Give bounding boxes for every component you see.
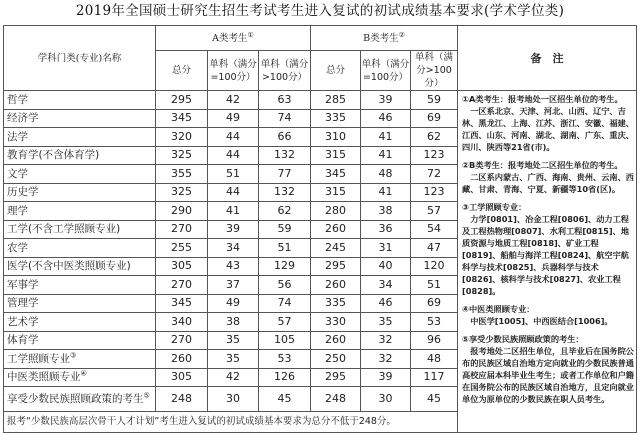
score-b-0: 285 (311, 91, 361, 110)
score-a-0: 290 (156, 202, 208, 221)
score-b-0: 260 (311, 331, 361, 350)
score-b-2: 53 (411, 313, 458, 332)
score-b-0: 248 (311, 387, 361, 412)
subject-name (4, 165, 156, 184)
header-b-single-100: 单科（满分=100分） (361, 51, 411, 91)
score-b-1: 46 (361, 294, 411, 313)
score-b-2: 123 (411, 183, 458, 202)
score-a-0: 325 (156, 146, 208, 165)
score-a-0: 355 (156, 165, 208, 184)
score-a-0: 340 (156, 313, 208, 332)
score-a-2: 62 (259, 202, 311, 221)
subject-label: 工学(不含工学照顾专业) (7, 223, 121, 236)
score-a-1: 43 (208, 257, 259, 276)
score-a-2: 45 (259, 387, 311, 412)
score-b-2: 123 (411, 146, 458, 165)
subject-name (4, 109, 156, 128)
score-a-2: 132 (259, 146, 311, 165)
score-b-0: 335 (311, 109, 361, 128)
score-a-0: 345 (156, 109, 208, 128)
score-b-1: 48 (361, 165, 411, 184)
score-a-0: 325 (156, 183, 208, 202)
note-head: ③工学照顾专业： (462, 202, 527, 212)
note-body: 一区系北京、天津、河北、山西、辽宁、吉林、黑龙江、上海、江苏、浙江、安徽、福建、江西、山东、河南、湖北、湖南、广东、重庆、四川、陕西等21省(市)。 (462, 106, 634, 152)
score-a-1: 34 (208, 239, 259, 258)
score-b-0: 280 (311, 202, 361, 221)
subject-name (4, 387, 156, 412)
score-a-0: 270 (156, 331, 208, 350)
subject-label: 军事学 (7, 278, 39, 291)
header-a-total: 总分 (156, 51, 208, 91)
score-b-1: 39 (361, 368, 411, 387)
group-b-mark: ② (398, 30, 405, 39)
score-b-2: 117 (411, 368, 458, 387)
score-b-2: 62 (411, 128, 458, 147)
score-a-2: 59 (259, 220, 311, 239)
score-a-2: 51 (259, 239, 311, 258)
note-body: 二区系内蒙古、广西、海南、贵州、云南、西藏、甘肃、青海、宁夏、新疆等10省(区)。 (462, 172, 634, 194)
score-table (3, 25, 637, 433)
note-item (462, 333, 634, 405)
subject-name (4, 257, 156, 276)
header-a-single-gt100: 单科（满分>100分） (259, 51, 311, 91)
header-name-label: 学科门类(专业)名称 (37, 52, 122, 64)
subject-label: 艺术学 (7, 315, 39, 328)
score-b-1: 32 (361, 331, 411, 350)
note-head: ①A类考生：报考地处一区招生单位的考生。 (462, 94, 623, 104)
score-a-0: 248 (156, 387, 208, 412)
page-title: 2019年全国硕士研究生招生考试考生进入复试的初试成绩基本要求(学术学位类) (75, 3, 565, 19)
header-b-total: 总分 (311, 51, 361, 91)
score-b-0: 330 (311, 313, 361, 332)
score-a-1: 49 (208, 294, 259, 313)
note-item (462, 93, 634, 153)
score-a-1: 44 (208, 128, 259, 147)
score-a-2: 66 (259, 128, 311, 147)
score-b-1: 31 (361, 239, 411, 258)
header-group-a (156, 26, 311, 51)
subject-label: 法学 (7, 130, 28, 143)
score-a-2: 126 (259, 368, 311, 387)
score-a-1: 44 (208, 183, 259, 202)
score-a-1: 42 (208, 91, 259, 110)
score-b-0: 295 (311, 368, 361, 387)
subject-label: 哲学 (7, 93, 28, 106)
subject-name (4, 146, 156, 165)
group-a-mark: ① (247, 30, 254, 39)
note-body: 报考地处二区招生单位，且毕业后在国务院公布的民族区域自治地方定向就业的少数民族普通高校应届本科毕业生考生；或者工作单位和户籍在国务院公布的民族区域自治地方，且定向就业单位为原单位的少数民族在职人员考生。 (462, 346, 634, 404)
score-a-1: 49 (208, 109, 259, 128)
footer-note: 报考“少数民族高层次骨干人才计划”考生进入复试的初试成绩基本要求为总分不低于248分。 (4, 412, 458, 433)
subject-label: 享受少数民族照顾政策的考生 (7, 393, 144, 405)
score-a-1: 44 (208, 146, 259, 165)
score-b-0: 315 (311, 146, 361, 165)
score-b-1: 36 (361, 220, 411, 239)
score-b-1: 30 (361, 387, 411, 412)
note-item (462, 201, 634, 297)
subject-name (4, 202, 156, 221)
score-b-0: 250 (311, 350, 361, 369)
subject-label: 管理学 (7, 297, 39, 310)
header-group-b (311, 26, 458, 51)
score-b-2: 51 (411, 276, 458, 295)
subject-label: 经济学 (7, 112, 39, 125)
score-b-0: 345 (311, 165, 361, 184)
score-b-1: 40 (361, 257, 411, 276)
header-a-single-100: 单科（满分=100分） (208, 51, 259, 91)
score-a-2: 53 (259, 350, 311, 369)
score-a-0: 270 (156, 276, 208, 295)
score-b-2: 45 (411, 387, 458, 412)
score-a-0: 345 (156, 294, 208, 313)
footnote-mark: ③ (70, 351, 77, 360)
subject-name (4, 294, 156, 313)
score-b-1: 39 (361, 91, 411, 110)
score-a-0: 295 (156, 91, 208, 110)
score-b-0: 260 (311, 276, 361, 295)
score-a-2: 77 (259, 165, 311, 184)
note-body: 力学[0801]、冶金工程[0806]、动力工程及工程热物理[0807]、水利工程[0815]、地质资源与地质工程[0818]、矿业工程[0819]、船舶与海洋工程[0824]、航空宇航科学与技术[0825]、兵器科学与技术[0826]、核科学与技术[0827]、农业工程[0828]。 (462, 214, 629, 296)
subject-label: 理学 (7, 204, 28, 217)
subject-name (4, 128, 156, 147)
score-a-1: 35 (208, 331, 259, 350)
score-a-1: 38 (208, 313, 259, 332)
score-a-0: 320 (156, 128, 208, 147)
subject-name (4, 276, 156, 295)
subject-label: 工学照顾专业 (7, 352, 70, 365)
score-a-1: 42 (208, 368, 259, 387)
subject-name (4, 91, 156, 110)
score-a-1: 30 (208, 387, 259, 412)
score-b-1: 38 (361, 202, 411, 221)
footnote-mark: ⑤ (143, 391, 150, 400)
score-b-1: 41 (361, 128, 411, 147)
score-a-1: 51 (208, 165, 259, 184)
score-b-0: 260 (311, 220, 361, 239)
score-a-1: 37 (208, 276, 259, 295)
group-b-label: B类考生 (363, 32, 399, 44)
subject-name (4, 313, 156, 332)
score-b-1: 46 (361, 109, 411, 128)
subject-name (4, 350, 156, 369)
note-item (462, 303, 634, 327)
score-b-2: 96 (411, 331, 458, 350)
score-a-2: 56 (259, 276, 311, 295)
score-a-0: 260 (156, 350, 208, 369)
score-b-2: 59 (411, 91, 458, 110)
score-b-1: 41 (361, 146, 411, 165)
subject-name (4, 331, 156, 350)
score-b-2: 54 (411, 220, 458, 239)
score-a-2: 74 (259, 109, 311, 128)
score-a-2: 129 (259, 257, 311, 276)
score-a-0: 305 (156, 257, 208, 276)
subject-label: 农学 (7, 241, 28, 254)
score-a-0: 255 (156, 239, 208, 258)
score-a-1: 35 (208, 350, 259, 369)
subject-name (4, 220, 156, 239)
note-head: ⑤享受少数民族照顾政策的考生： (462, 334, 584, 344)
score-b-2: 69 (411, 109, 458, 128)
score-b-2: 48 (411, 350, 458, 369)
subject-label: 历史学 (7, 186, 39, 199)
score-b-1: 41 (361, 183, 411, 202)
score-b-2: 57 (411, 202, 458, 221)
score-a-2: 105 (259, 331, 311, 350)
note-body: 中医学[1005]、中西医结合[1006]。 (470, 316, 613, 326)
footnote-mark: ④ (80, 369, 87, 378)
score-b-0: 295 (311, 257, 361, 276)
header-notes: 备 注 (458, 26, 637, 91)
subject-name (4, 183, 156, 202)
group-a-label: A类考生 (212, 32, 248, 44)
header-b-single-gt100: 单科（满分>100分） (411, 51, 458, 91)
score-b-1: 34 (361, 276, 411, 295)
subject-name (4, 368, 156, 387)
subject-label: 中医类照顾专业 (7, 371, 81, 384)
score-b-0: 310 (311, 128, 361, 147)
subject-label: 文学 (7, 167, 28, 180)
subject-label: 教育学(不含体育学) (7, 149, 100, 162)
note-head: ④中医类照顾专业： (462, 304, 535, 314)
score-a-0: 305 (156, 368, 208, 387)
subject-label: 体育学 (7, 334, 39, 347)
score-b-0: 245 (311, 239, 361, 258)
score-b-2: 69 (411, 294, 458, 313)
score-b-2: 47 (411, 239, 458, 258)
score-a-1: 39 (208, 220, 259, 239)
notes-cell (458, 91, 637, 433)
score-b-0: 315 (311, 183, 361, 202)
score-b-0: 335 (311, 294, 361, 313)
header-name (4, 26, 156, 91)
score-b-1: 35 (361, 313, 411, 332)
note-item (462, 159, 634, 195)
score-b-2: 72 (411, 165, 458, 184)
subject-name (4, 239, 156, 258)
score-a-2: 57 (259, 313, 311, 332)
score-a-1: 41 (208, 202, 259, 221)
score-a-2: 63 (259, 91, 311, 110)
note-head: ②B类考生：报考地处二区招生单位的考生。 (462, 160, 623, 170)
score-a-0: 270 (156, 220, 208, 239)
score-b-2: 120 (411, 257, 458, 276)
table-row (4, 91, 637, 110)
score-b-1: 32 (361, 350, 411, 369)
score-a-2: 74 (259, 294, 311, 313)
subject-label: 医学(不含中医类照顾专业) (7, 260, 131, 273)
score-a-2: 132 (259, 183, 311, 202)
